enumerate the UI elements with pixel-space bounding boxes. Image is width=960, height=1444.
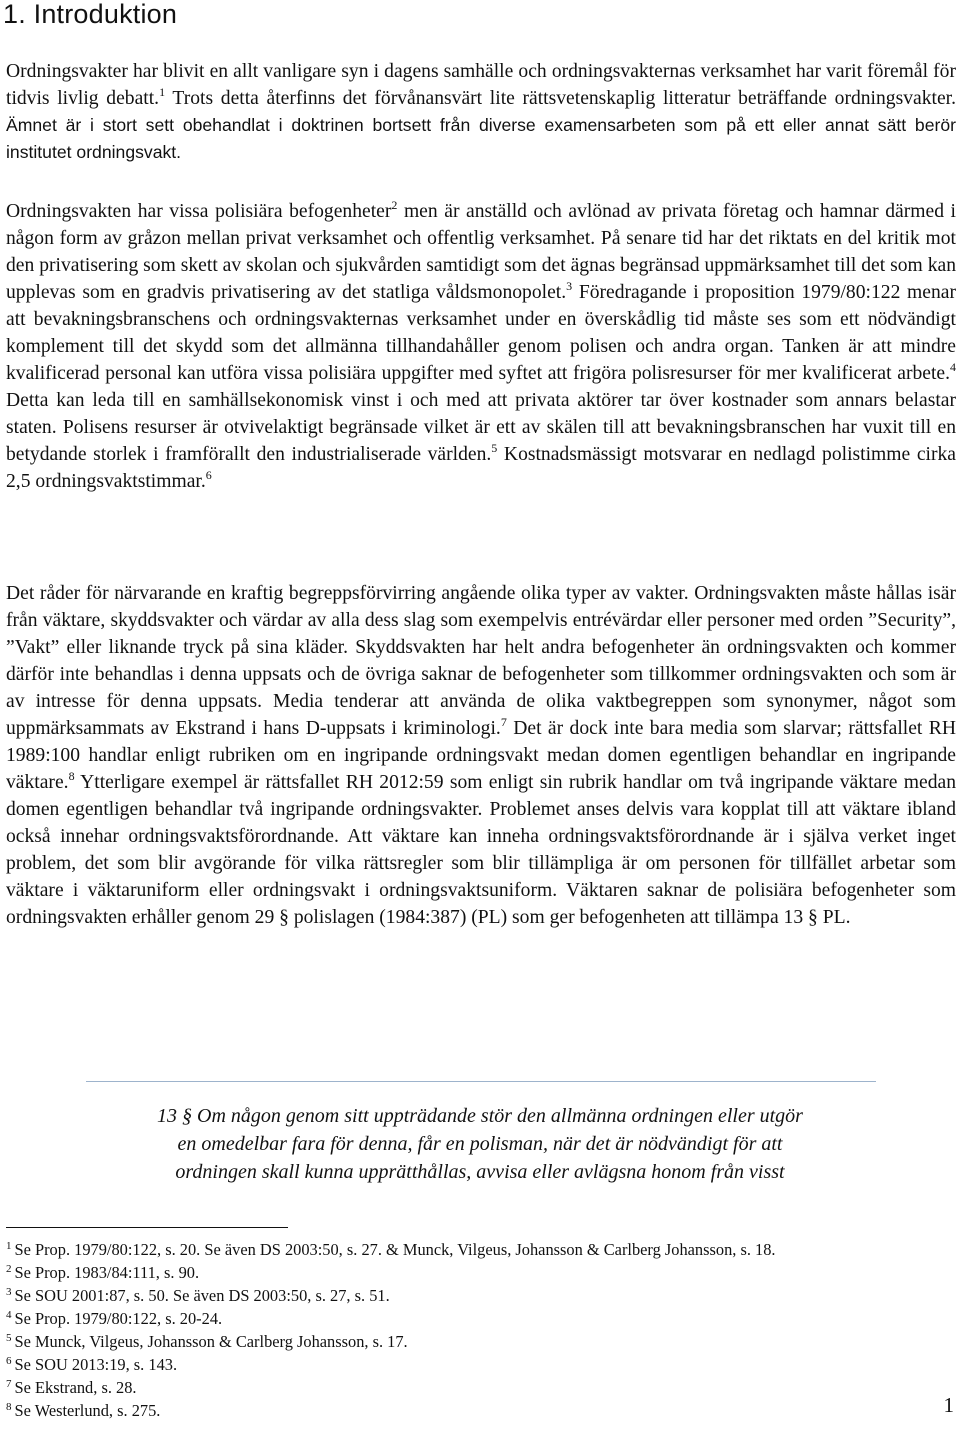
paragraph-text: Kostnadsmässigt motsvarar en nedlagd polistimme cirka 2,5 ordningsvaktstimmar. <box>6 444 956 492</box>
footnote-item <box>6 1376 776 1399</box>
paragraph-text: Föredragande i proposition 1979/80:122 menar att bevakningsbranschens och ordningsvakternas verksamhet under en överskådlig tid måste ses som ett nödvändigt komplement till det skydd som det allmänna tillhandahåller genom polisen och andra organ. Tanken är att mindre kvalificerad personal kan utföra vissa polisiära uppgifter med syftet att frigöra polisresurser för mer kvalificerat arbete. <box>6 282 957 384</box>
paragraph-text: Det är dock inte bara media som slarvar; rättsfallet RH 1989:100 handlar enligt rubriken om en ingripande ordningsvakt medan domen egentligen behandlar en ingripande väktare. <box>6 718 956 793</box>
footnote-text: Se Munck, Vilgeus, Johansson & Carlberg Johansson, s. 17. <box>14 1332 408 1351</box>
footnote-text: Se Ekstrand, s. 28. <box>14 1378 137 1397</box>
footnote-item <box>6 1238 776 1261</box>
footnote-text: Se Prop. 1979/80:122, s. 20. Se även DS 2003:50, s. 27. & Munck, Vilgeus, Johansson & Carlberg Johansson, s. 18. <box>14 1240 776 1259</box>
section-heading: 1. Introduktion <box>3 0 178 29</box>
quote-line: en omedelbar fara för denna, får en polisman, när det är nödvändigt för att <box>177 1133 783 1155</box>
paragraph-text: Ordningsvakter har blivit en allt vanligare syn i dagens samhälle och ordningsvakternas verksamhet har varit föremål för tidvis livlig debatt. <box>6 61 956 109</box>
law-quote <box>0 1102 960 1186</box>
footnote-item <box>6 1399 776 1422</box>
paragraph-text: Trots detta återfinns det förvånansvärt lite rättsvetenskaplig litteratur beträffande ordningsvakter. <box>165 88 956 109</box>
footnote-ref[interactable]: 7 <box>500 715 507 729</box>
paragraph-begrepp <box>6 580 956 931</box>
footnote-ref[interactable]: 5 <box>491 441 498 455</box>
footnote-ref[interactable]: 1 <box>159 85 166 99</box>
footnote-item <box>6 1330 776 1353</box>
paragraph-text: Detta kan leda till en samhällsekonomisk vinst i och med att privata aktörer tar över kostnader som annars belastar staten. Polisens resurser är otvivelaktigt begränsade vilket är ett av skälen till att bevakningsbranschen har vuxit till en betydande storlek i framförallt den industrialiserade världen. <box>6 390 956 465</box>
footnote-item <box>6 1353 776 1376</box>
page-number: 1 <box>943 1393 954 1417</box>
footnote-number: 4 <box>6 1309 12 1321</box>
footnote-ref[interactable]: 6 <box>205 468 212 482</box>
paragraph-text: men är anställd och avlönad av privata företag och hamnar därmed i någon form av gråzon mellan privat verksamhet och offentlig verksamhet. På senare tid har det riktats en del kritik mot den privatisering som skett av skolan och sjukvården samtidigt som det ägnas begränsad uppmärksamhet till det som kan upplevas som en gradvis privatisering av det statliga våldsmonopolet. <box>6 201 956 303</box>
footnote-number: 8 <box>6 1401 12 1413</box>
paragraph-text: Ordningsvakten har vissa polisiära befogenheter <box>6 201 392 222</box>
quote-line: ordningen skall kunna upprätthållas, avvisa eller avlägsna honom från visst <box>175 1161 785 1183</box>
footnote-text: Se SOU 2001:87, s. 50. Se även DS 2003:50, s. 27, s. 51. <box>14 1286 390 1305</box>
paragraph-intro <box>6 58 956 166</box>
footnote-text: Se Prop. 1979/80:122, s. 20-24. <box>14 1309 223 1328</box>
footnote-item <box>6 1261 776 1284</box>
footnote-number: 2 <box>6 1263 12 1275</box>
footnote-ref[interactable]: 8 <box>68 769 75 783</box>
footnote-number: 5 <box>6 1332 12 1344</box>
footnote-number: 7 <box>6 1378 12 1390</box>
footnote-list <box>6 1238 776 1422</box>
footnote-separator <box>6 1227 288 1228</box>
paragraph-befogenheter <box>6 198 956 495</box>
footnote-text: Se Westerlund, s. 275. <box>14 1401 161 1420</box>
footnote-item <box>6 1284 776 1307</box>
quote-divider <box>86 1081 876 1082</box>
paragraph-text: Det råder för närvarande en kraftig begreppsförvirring angående olika typer av vakter. Ordningsvakten måste hållas isär från väktare, skyddsvakter och värdar av alla dess slag som exempelvis entrévärdar eller personer med orden ”Security”, ”Vakt” eller liknande tryck på sina kläder. Skyddsvakten har helt andra befogenheter än ordningsvakten och kommer därför inte behandlas i denna uppsats och de övriga saknar de befogenheter som tillkommer ordningsvakten och som är av intresse för denna uppsats. Media tenderar att använda de olika vaktbegreppen som synonymer, något som uppmärksammats av Ekstrand i hans D-uppsats i kriminologi. <box>6 583 956 739</box>
footnote-ref[interactable]: 2 <box>391 198 398 212</box>
footnote-number: 3 <box>6 1286 12 1298</box>
paragraph-text: Ytterligare exempel är rättsfallet RH 2012:59 som enligt sin rubrik handlar om två ingripande väktare medan domen egentligen behandlar två ingripande ordningsvakter. Problemet anses delvis vara kopplat till att väktare ibland också innehar ordningsvaktsförordnande. Att väktare kan inneha ordningsvaktsförordnande är i själva verket inget problem, det som blir avgörande för vilka rättsregler som blir tillämpliga är om personen för tillfället arbetar som väktare i väktaruniform eller ordningsvakt i ordningsvaktsuniform. Väktaren saknar de polisiära befogenheter som ordningsvakten erhåller genom 29 § polislagen (1984:387) (PL) som ger befogenheten att tillämpa 13 § PL. <box>6 772 956 928</box>
footnote-ref[interactable]: 3 <box>566 279 573 293</box>
footnote-text: Se Prop. 1983/84:111, s. 90. <box>14 1263 200 1282</box>
footnote-ref[interactable]: 4 <box>950 360 956 374</box>
footnote-item <box>6 1307 776 1330</box>
quote-line: 13 § Om någon genom sitt uppträdande stör den allmänna ordningen eller utgör <box>157 1105 803 1127</box>
footnote-number: 1 <box>6 1240 12 1252</box>
footnote-text: Se SOU 2013:19, s. 143. <box>14 1355 178 1374</box>
paragraph-text: Ämnet är i stort sett obehandlat i doktrinen bortsett från diverse examensarbeten som på ett eller annat sätt berör institutet ordningsvakt. <box>6 115 956 162</box>
footnote-number: 6 <box>6 1355 12 1367</box>
